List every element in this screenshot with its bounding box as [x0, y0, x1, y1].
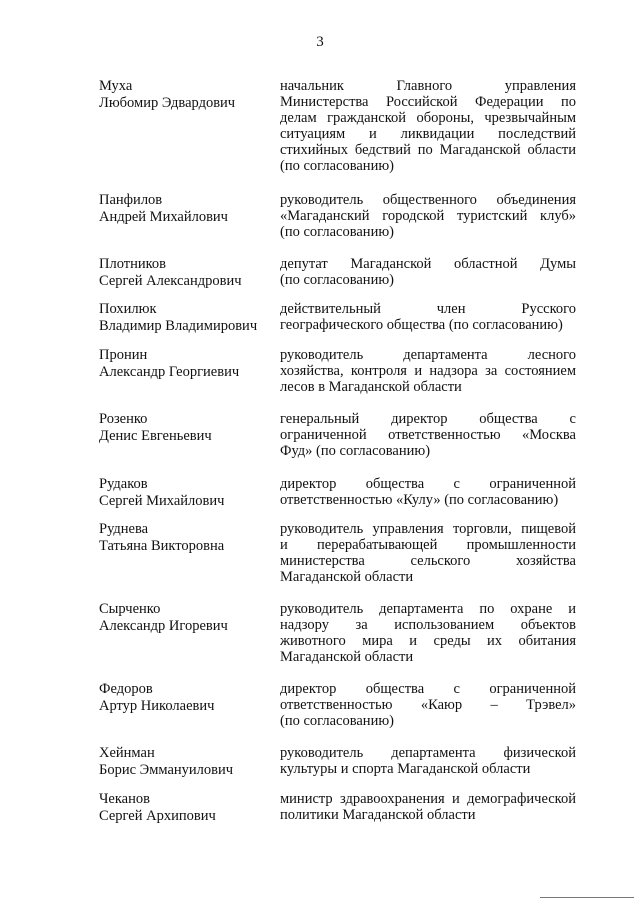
- position-line: директор общества с ограниченной: [280, 476, 576, 492]
- member-position: [280, 681, 576, 729]
- member-surname: Рудаков: [99, 476, 148, 492]
- position-line: генеральный директор общества с: [280, 411, 576, 427]
- member-given-names: Любомир Эдвардович: [99, 95, 236, 111]
- position-line: министерства сельского хозяйства: [280, 553, 576, 569]
- member-given-names: Сергей Архипович: [99, 808, 216, 824]
- member-name: [99, 521, 274, 555]
- member-given-names: Александр Игоревич: [99, 618, 228, 634]
- member-name: [99, 192, 274, 226]
- position-line: и перерабатывающей промышленности: [280, 537, 576, 553]
- member-name: [99, 411, 274, 445]
- member-name: [99, 681, 274, 715]
- footer-rule: [540, 897, 634, 898]
- member-given-names: Владимир Владимирович: [99, 318, 258, 334]
- member-surname: Панфилов: [99, 192, 163, 208]
- member-position: [280, 791, 576, 823]
- member-surname: Плотников: [99, 256, 167, 272]
- member-given-names: Сергей Михайлович: [99, 493, 225, 509]
- position-line: Министерства Российской Федерации по: [280, 94, 576, 110]
- position-line: хозяйства, контроля и надзора за состоянием: [280, 363, 576, 379]
- member-position: [280, 78, 576, 174]
- member-surname: Федоров: [99, 681, 153, 697]
- position-line: Магаданской области: [280, 649, 414, 665]
- position-line: (по согласованию): [280, 224, 394, 240]
- position-line: животного мира и среды их обитания: [280, 633, 576, 649]
- member-name: [99, 745, 274, 779]
- member-position: [280, 476, 576, 508]
- member-name: [99, 476, 274, 510]
- member-name: [99, 347, 274, 381]
- member-position: [280, 347, 576, 395]
- member-position: [280, 601, 576, 665]
- position-line: министр здравоохранения и демографической: [280, 791, 576, 807]
- member-surname: Муха: [99, 78, 133, 94]
- member-position: [280, 192, 576, 240]
- position-line: ограниченной ответственностью «Москва: [280, 427, 576, 443]
- position-line: (по согласованию): [280, 158, 394, 174]
- member-given-names: Андрей Михайлович: [99, 209, 228, 225]
- member-surname: Розенко: [99, 411, 148, 427]
- position-line: стихийных бедствий по Магаданской области: [280, 142, 576, 158]
- position-line: Магаданской области: [280, 569, 414, 585]
- position-line: лесов в Магаданской области: [280, 379, 462, 395]
- position-line: начальник Главного управления: [280, 78, 576, 94]
- member-position: [280, 411, 576, 459]
- position-line: политики Магаданской области: [280, 807, 476, 823]
- position-line: культуры и спорта Магаданской области: [280, 761, 531, 777]
- member-given-names: Сергей Александрович: [99, 273, 242, 289]
- position-line: (по согласованию): [280, 272, 394, 288]
- member-given-names: Татьяна Викторовна: [99, 538, 225, 554]
- member-position: [280, 521, 576, 585]
- position-line: ситуациям и ликвидации последствий: [280, 126, 576, 142]
- position-line: надзору за использованием объектов: [280, 617, 576, 633]
- member-name: [99, 256, 274, 290]
- member-position: [280, 256, 576, 288]
- page-number: 3: [316, 34, 324, 50]
- member-name: [99, 78, 274, 112]
- position-line: географического общества (по согласованию): [280, 317, 563, 333]
- member-name: [99, 301, 274, 335]
- position-line: депутат Магаданской областной Думы: [280, 256, 576, 272]
- position-line: руководитель департамента физической: [280, 745, 576, 761]
- member-given-names: Денис Евгеньевич: [99, 428, 212, 444]
- member-surname: Похилюк: [99, 301, 157, 317]
- position-line: Фуд» (по согласованию): [280, 443, 431, 459]
- member-surname: Чеканов: [99, 791, 150, 807]
- position-line: ответственностью «Кулу» (по согласованию): [280, 492, 559, 508]
- member-position: [280, 301, 576, 333]
- position-line: руководитель департамента лесного: [280, 347, 576, 363]
- member-given-names: Артур Николаевич: [99, 698, 215, 714]
- position-line: делам гражданской обороны, чрезвычайным: [280, 110, 576, 126]
- position-line: ответственностью «Каюр – Трэвел»: [280, 697, 576, 713]
- member-given-names: Борис Эммануилович: [99, 762, 234, 778]
- member-surname: Сырченко: [99, 601, 161, 617]
- member-given-names: Александр Георгиевич: [99, 364, 240, 380]
- member-name: [99, 791, 274, 825]
- position-line: (по согласованию): [280, 713, 394, 729]
- position-line: руководитель департамента по охране и: [280, 601, 576, 617]
- position-line: директор общества с ограниченной: [280, 681, 576, 697]
- member-surname: Хейнман: [99, 745, 155, 761]
- position-line: действительный член Русского: [280, 301, 576, 317]
- member-surname: Руднева: [99, 521, 149, 537]
- position-line: «Магаданский городской туристский клуб»: [280, 208, 576, 224]
- position-line: руководитель общественного объединения: [280, 192, 576, 208]
- position-line: руководитель управления торговли, пищевой: [280, 521, 576, 537]
- member-position: [280, 745, 576, 777]
- member-surname: Пронин: [99, 347, 148, 363]
- member-name: [99, 601, 274, 635]
